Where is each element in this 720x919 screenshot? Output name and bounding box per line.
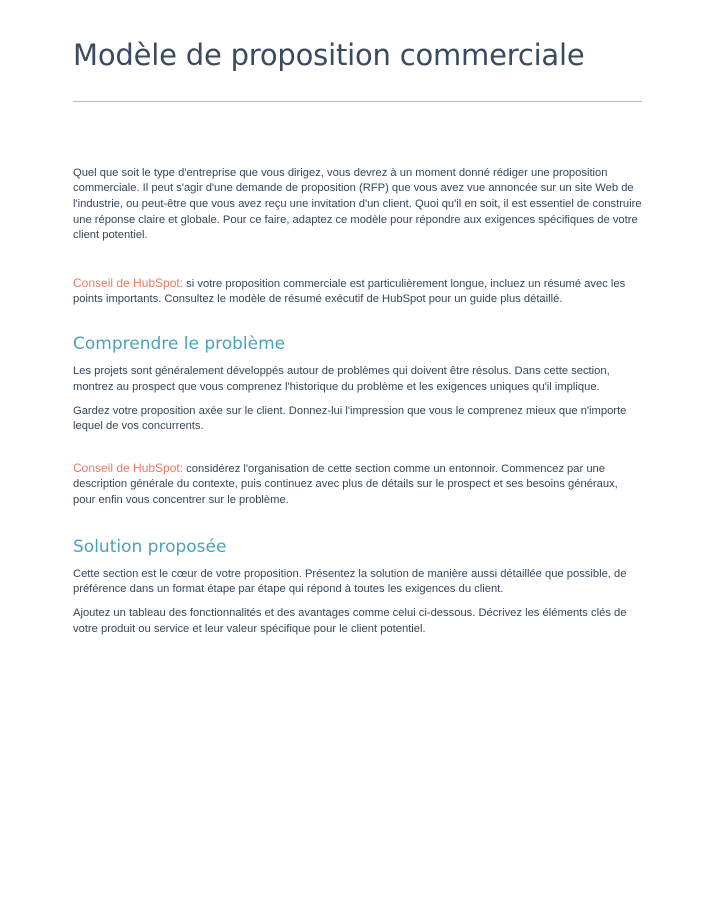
tip-text: considérez l'organisation de cette section comme un entonnoir. Commencez par une description générale du contexte, puis continuez avec plus de détails sur le prospect et ses besoins généraux, pour enfin vous concentrer sur le problème.	[73, 462, 618, 506]
document-title: Modèle de proposition commerciale	[73, 38, 585, 72]
problem-paragraph-1: Les projets sont généralement développés autour de problèmes qui doivent être résolus. Dans cette section, montrez au prospect que vous comprenez l'historique du problème et les exigences uniques qu'il implique.	[73, 365, 610, 393]
tip-label: Conseil de HubSpot:	[73, 275, 184, 290]
intro-paragraph: Quel que soit le type d'entreprise que vous dirigez, vous devrez à un moment donné rédiger une proposition commerciale. Il peut s'agir d'une demande de proposition (RFP) que vous avez vue annoncée sur un site Web de l'industrie, ou peut-être que vous avez reçu une invitation d'un client. Quoi qu'il en soit, il est essentiel de construire une réponse claire et globale. Pour ce faire, adaptez ce modèle pour répondre aux exigences spécifiques de votre client potentiel.	[73, 166, 642, 242]
problem-paragraph-2: Gardez votre proposition axée sur le client. Donnez-lui l'impression que vous le comprenez mieux que n'importe lequel de vos concurrents.	[73, 404, 627, 433]
hubspot-tip-summary	[73, 276, 642, 308]
solution-paragraph-2: Ajoutez un tableau des fonctionnalités et des avantages comme celui ci-dessous. Décrivez les éléments clés de votre produit ou service et leur valeur spécifique pour le client potentiel.	[73, 607, 627, 635]
tip-text: si votre proposition commerciale est particulièrement longue, incluez un résumé avec les points importants. Consultez le modèle de résumé exécutif de HubSpot pour un guide plus détaillé.	[73, 277, 626, 306]
title-divider	[73, 101, 642, 102]
section-title-problem: Comprendre le problème	[73, 333, 286, 354]
hubspot-tip-funnel	[73, 461, 642, 509]
solution-paragraph-1: Cette section est le cœur de votre proposition. Présentez la solution de manière aussi détaillée que possible, de préférence dans un format étape par étape qui répond à toutes les exigences du client.	[73, 567, 627, 596]
tip-label: Conseil de HubSpot:	[73, 460, 184, 475]
section-title-solution: Solution proposée	[73, 536, 227, 557]
